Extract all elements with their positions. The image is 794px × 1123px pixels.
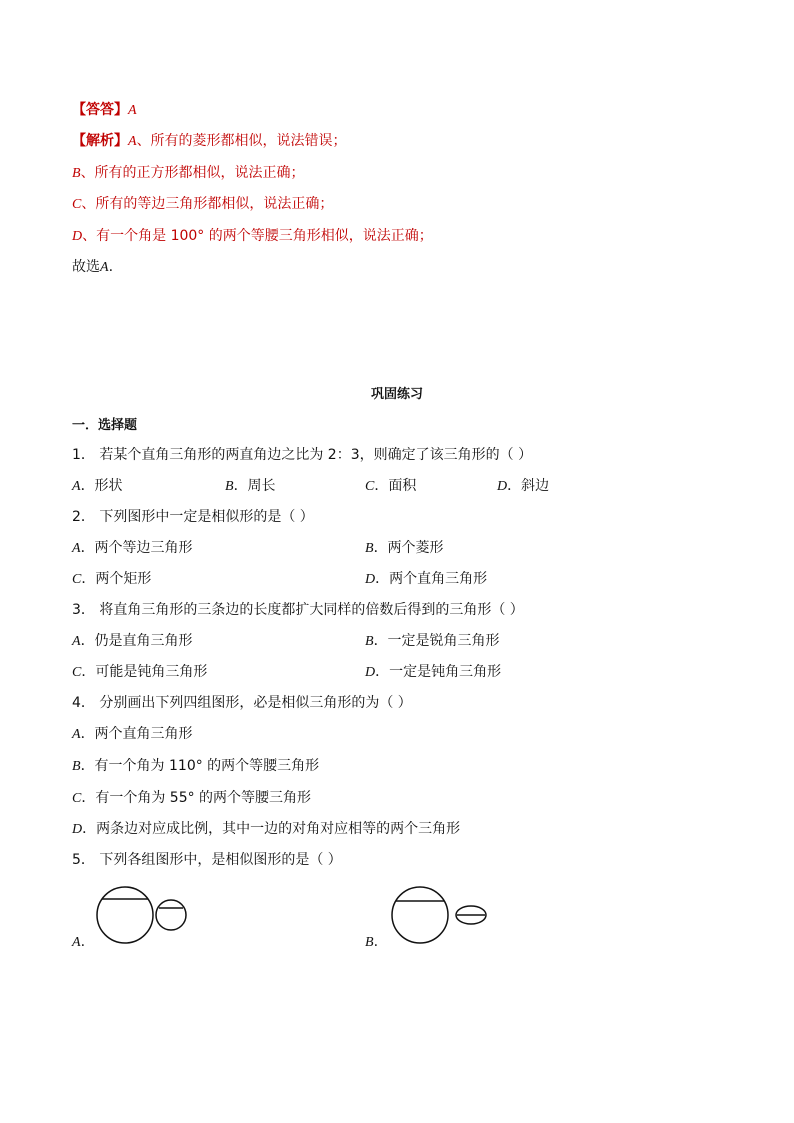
analysis-text: 、所有的正方形都相似，说法正确； — [80, 165, 305, 181]
big-circle — [97, 887, 153, 943]
q3-option-c[interactable]: C．可能是钝角三角形 — [72, 664, 208, 680]
small-circle — [156, 900, 186, 930]
q1-option-c[interactable]: C．面积 — [365, 478, 417, 494]
q4-option-a[interactable]: A．两个直角三角形 — [72, 726, 193, 742]
q5-option-a[interactable]: A. — [72, 934, 86, 950]
q2-option-a[interactable]: A．两个等边三角形 — [72, 540, 193, 556]
answer-label: 【答答】 — [72, 102, 128, 118]
q2-option-d[interactable]: D．两个直角三角形 — [365, 571, 488, 587]
q1-option-b[interactable]: B．周长 — [225, 478, 276, 494]
analysis-text: 、所有的菱形都相似，说法错误； — [136, 133, 347, 149]
q2-option-b[interactable]: B．两个菱形 — [365, 540, 444, 556]
q1-option-a[interactable]: A．形状 — [72, 478, 123, 494]
analysis-line-d — [72, 226, 433, 247]
analysis-letter: A — [128, 134, 137, 149]
analysis-line-c — [72, 194, 333, 215]
question-5-stem: 5． 下列各组图形中，是相似图形的是（ ） — [72, 852, 342, 868]
conclusion-prefix: 故选 — [72, 259, 100, 275]
analysis-label: 【解析】 — [72, 133, 128, 149]
q3-option-b[interactable]: B．一定是锐角三角形 — [365, 633, 500, 649]
q3-option-d[interactable]: D．一定是钝角三角形 — [365, 664, 502, 680]
conclusion-suffix: . — [108, 259, 114, 275]
practice-title: 巩固练习 — [370, 387, 423, 402]
answer-line — [72, 100, 137, 121]
q5-figure-a — [96, 884, 196, 946]
q4-option-b[interactable]: B．有一个角为 110° 的两个等腰三角形 — [72, 758, 320, 774]
q5-option-b[interactable]: B. — [365, 934, 379, 950]
answer-value: A — [128, 103, 137, 118]
analysis-letter: C — [72, 197, 82, 212]
analysis-line-b — [72, 163, 305, 184]
analysis-letter: D — [72, 229, 83, 244]
section-heading: 一．选择题 — [72, 418, 138, 433]
q4-option-d[interactable]: D．两条边对应成比例，其中一边的对角对应相等的两个三角形 — [72, 821, 461, 837]
analysis-text: 、有一个角是 100° 的两个等腰三角形相似，说法正确； — [82, 228, 433, 244]
conclusion-letter: A — [100, 260, 109, 275]
question-2-stem: 2． 下列图形中一定是相似形的是（ ） — [72, 509, 314, 525]
question-3-stem: 3． 将直角三角形的三条边的长度都扩大同样的倍数后得到的三角形（ ） — [72, 602, 524, 618]
analysis-letter: B — [72, 166, 81, 181]
q5-figure-b — [390, 884, 490, 946]
analysis-line-a — [72, 131, 347, 152]
big-circle — [392, 887, 448, 943]
conclusion-line — [72, 257, 113, 278]
q1-option-d[interactable]: D．斜边 — [497, 478, 550, 494]
question-4-stem: 4． 分别画出下列四组图形，必是相似三角形的为（ ） — [72, 695, 412, 711]
analysis-text: 、所有的等边三角形都相似，说法正确； — [81, 196, 334, 212]
q2-option-c[interactable]: C．两个矩形 — [72, 571, 152, 587]
q3-option-a[interactable]: A．仍是直角三角形 — [72, 633, 193, 649]
question-1-stem: 1． 若某个直角三角形的两直角边之比为 2：3，则确定了该三角形的（ ） — [72, 447, 533, 463]
q4-option-c[interactable]: C．有一个角为 55° 的两个等腰三角形 — [72, 790, 312, 806]
